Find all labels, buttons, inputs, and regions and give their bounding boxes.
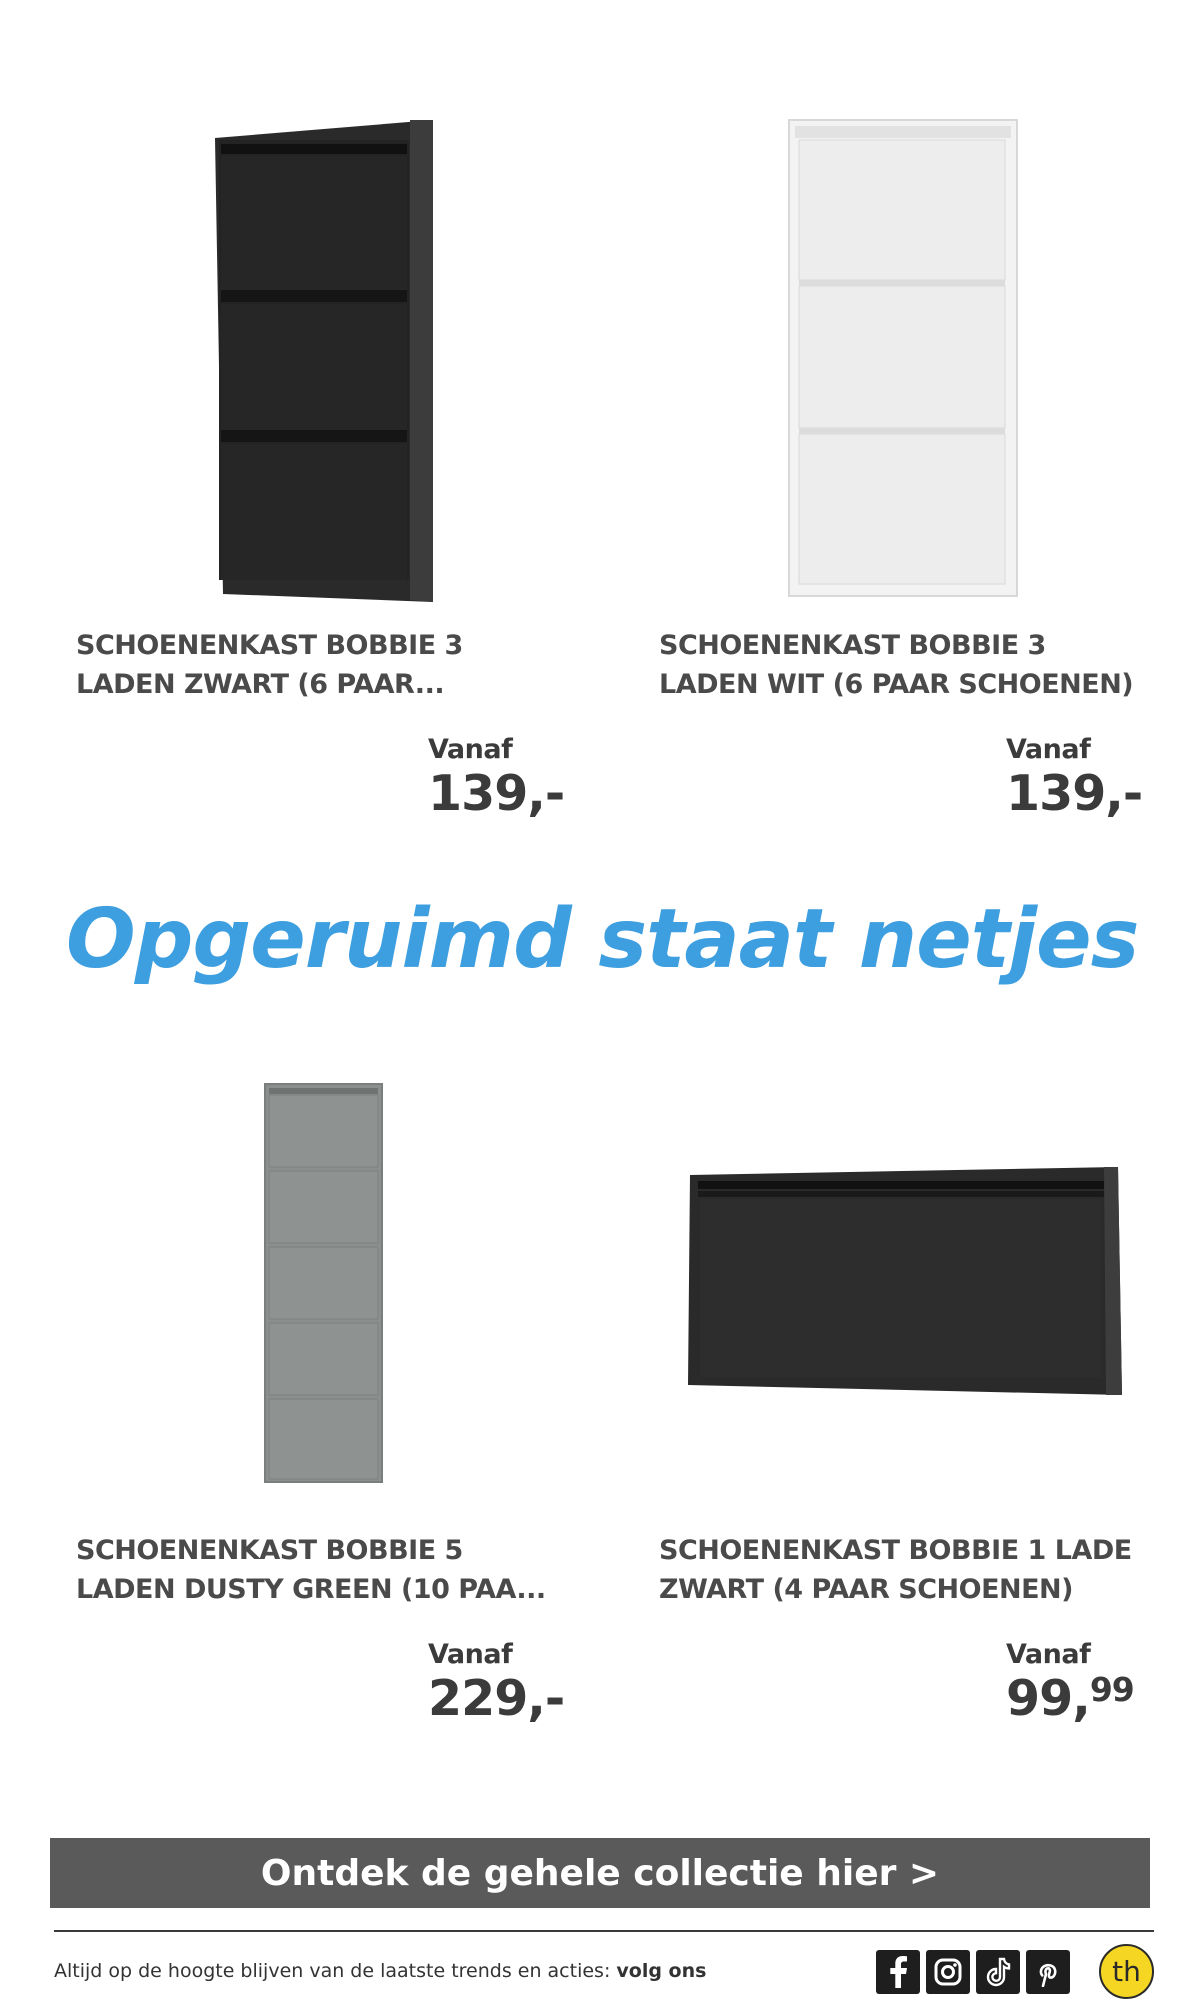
product-title[interactable]: SCHOENENKAST BOBBIE 5 LADEN DUSTY GREEN (10 PAA...	[76, 1535, 546, 1605]
price-block	[1006, 1639, 1134, 1727]
follow-us-link[interactable]: volg ons	[616, 1960, 707, 1982]
product-image-black-3-drawer[interactable]	[205, 118, 435, 602]
price-value: 139,-	[428, 765, 565, 822]
price-value: 229,-	[428, 1670, 565, 1727]
product-image-white-3-drawer[interactable]	[787, 118, 1019, 598]
discover-collection-button[interactable]: Ontdek de gehele collectie hier >	[50, 1838, 1150, 1908]
price-from-label: Vanaf	[428, 734, 513, 765]
footer-divider	[54, 1930, 1154, 1932]
price-from-label: Vanaf	[428, 1639, 513, 1670]
product-title[interactable]: SCHOENENKAST BOBBIE 1 LADE ZWART (4 PAAR SCHOENEN)	[659, 1535, 1132, 1605]
brand-logo[interactable]: th	[1099, 1944, 1154, 1999]
instagram-icon[interactable]	[926, 1950, 970, 1994]
tiktok-icon[interactable]	[976, 1950, 1020, 1994]
price-block	[428, 734, 564, 822]
product-image-black-1-drawer[interactable]	[686, 1163, 1124, 1399]
price-block	[1006, 734, 1142, 822]
price-value: 139,-	[1006, 765, 1143, 822]
section-headline: Opgeruimd staat netjes	[66, 892, 1139, 987]
price-from-label: Vanaf	[1006, 1639, 1091, 1670]
footer-text: Altijd op de hoogte blijven van de laatste trends en acties: volg ons	[54, 1960, 707, 1982]
price-from-label: Vanaf	[1006, 734, 1091, 765]
facebook-icon[interactable]	[876, 1950, 920, 1994]
pinterest-icon[interactable]	[1026, 1950, 1070, 1994]
price-block	[428, 1639, 564, 1727]
product-image-dusty-green-5-drawer[interactable]	[264, 1083, 383, 1483]
product-title[interactable]: SCHOENENKAST BOBBIE 3 LADEN ZWART (6 PAAR...	[76, 630, 463, 700]
product-title[interactable]: SCHOENENKAST BOBBIE 3 LADEN WIT (6 PAAR SCHOENEN)	[659, 630, 1134, 700]
price-value: 99,99	[1006, 1670, 1134, 1727]
